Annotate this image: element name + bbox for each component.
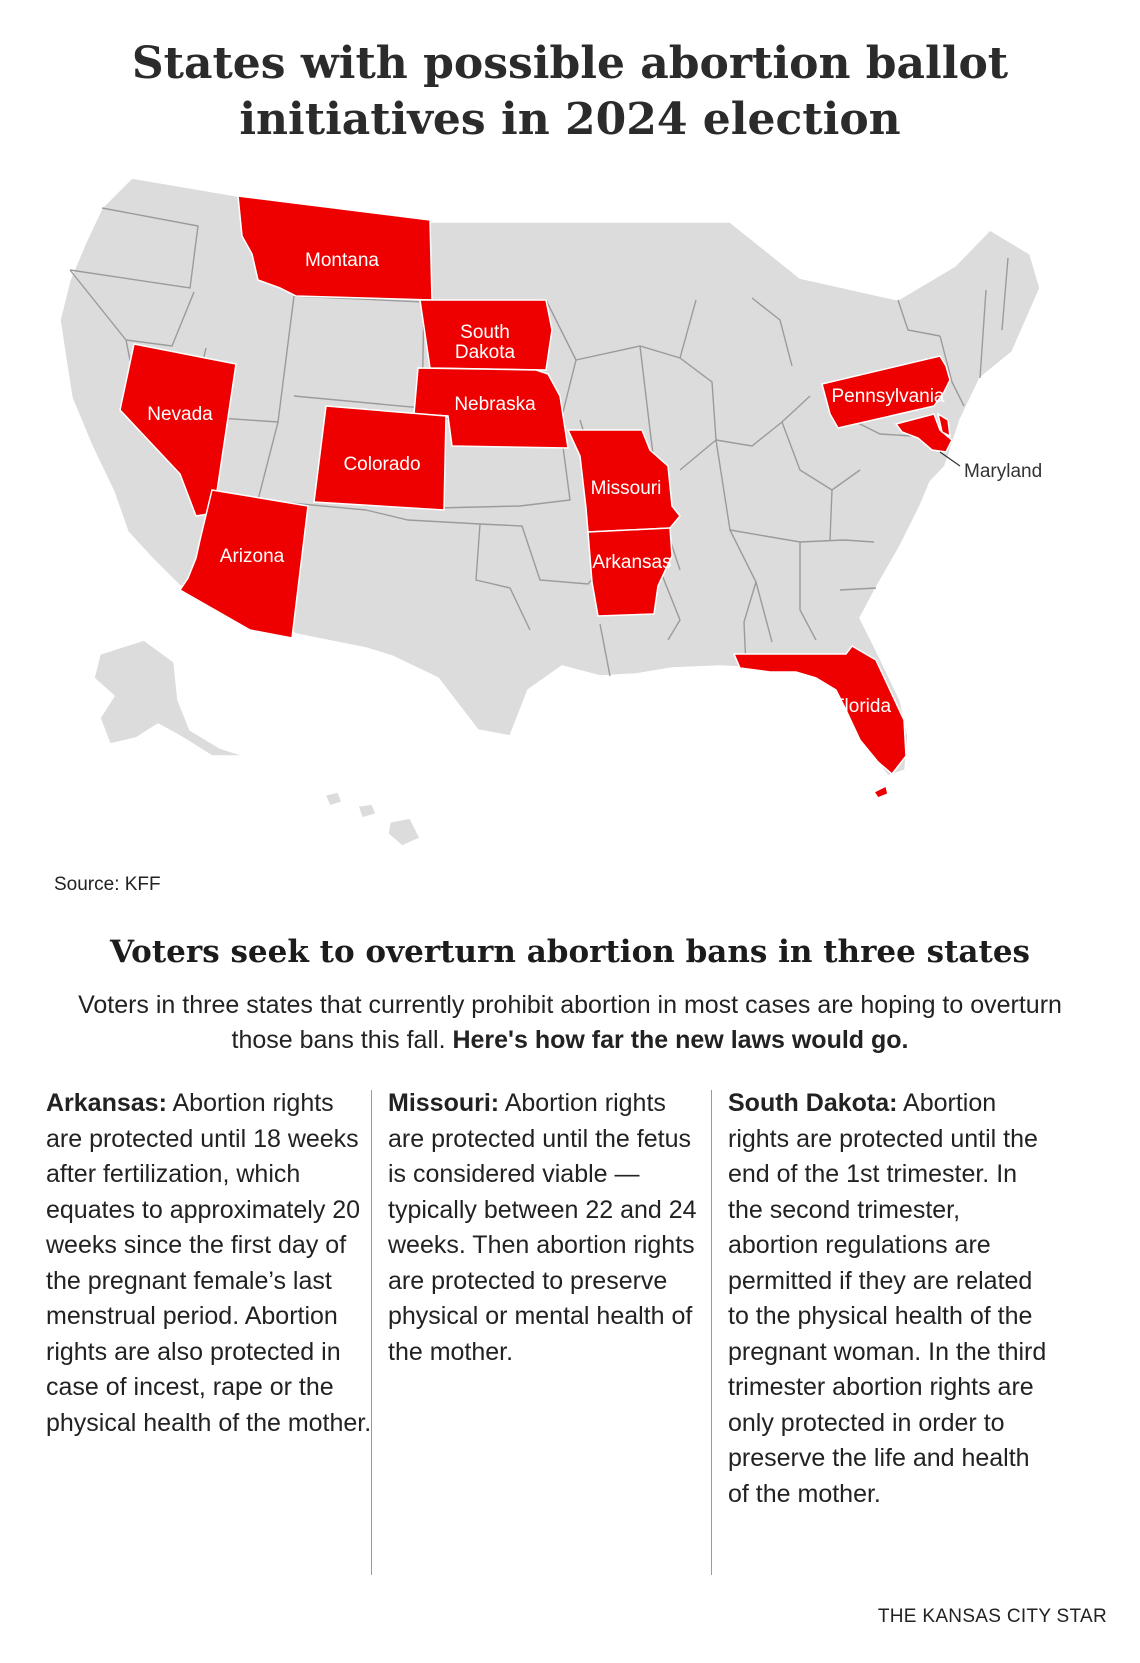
column-divider [371,1090,372,1575]
label-arizona: Arizona [219,546,285,567]
intro-text: Voters in three states that currently prohibit abortion in most cases are hoping to overturn those bans this fall. [78,991,1062,1054]
column-text: Abortion rights are protected until the end of the 1st trimester. In the second trimester, abortion regulations are permitted if they are related to the physical health of the pregnant woman. In the third trimester abortion rights are only protected in order to preserve the life and health of the mother. [728,1089,1047,1508]
intro-paragraph [70,988,1070,1058]
label-montana: Montana [305,250,379,271]
column-divider [711,1090,712,1575]
label-arkansas: Arkansas [592,552,672,573]
label-south-dakota-line2: Dakota [454,342,516,363]
section-heading: Voters seek to overturn abortion bans in three states [109,934,1031,970]
label-nevada: Nevada [147,404,213,425]
label-colorado: Colorado [343,454,421,475]
column-state-name: South Dakota: [728,1089,898,1117]
column-arkansas [46,1086,376,1441]
intro-bold-text: Here's how far the new laws would go. [452,1026,909,1054]
title-line-1: States with possible abortion ballot [131,38,1009,89]
label-south-dakota-line1: South [460,322,510,343]
label-florida: Florida [832,696,892,717]
column-state-name: Missouri: [388,1089,500,1117]
column-text: Abortion rights are protected until 18 weeks after fertilization, which equates to approximately 20 weeks since the first day of the pregnant female’s last menstrual period. Abortion rights are also protected in case of incest, rape or the physical health of the mother. [46,1089,372,1437]
column-state-name: Arkansas: [46,1089,167,1117]
alaska-land [94,640,245,756]
label-missouri: Missouri [590,478,662,499]
title-line-2: initiatives in 2024 election [239,94,901,145]
state-columns [0,1086,1140,1586]
label-nebraska: Nebraska [454,394,536,415]
column-south-dakota [728,1086,1048,1512]
page-title [0,36,1140,148]
us-map [40,170,1120,850]
source-note: Source: KFF [54,874,161,895]
hawaii-land [325,792,420,846]
publisher-credit: THE KANSAS CITY STAR [877,1606,1107,1627]
label-pennsylvania: Pennsylvania [831,386,945,407]
column-missouri [388,1086,698,1370]
florida-keys [874,786,888,798]
label-maryland: Maryland [964,461,1043,482]
column-text: Abortion rights are protected until the fetus is considered viable — typically between 22 and 24 weeks. Then abortion rights are protected to preserve physical or mental health of the mother. [388,1089,697,1366]
